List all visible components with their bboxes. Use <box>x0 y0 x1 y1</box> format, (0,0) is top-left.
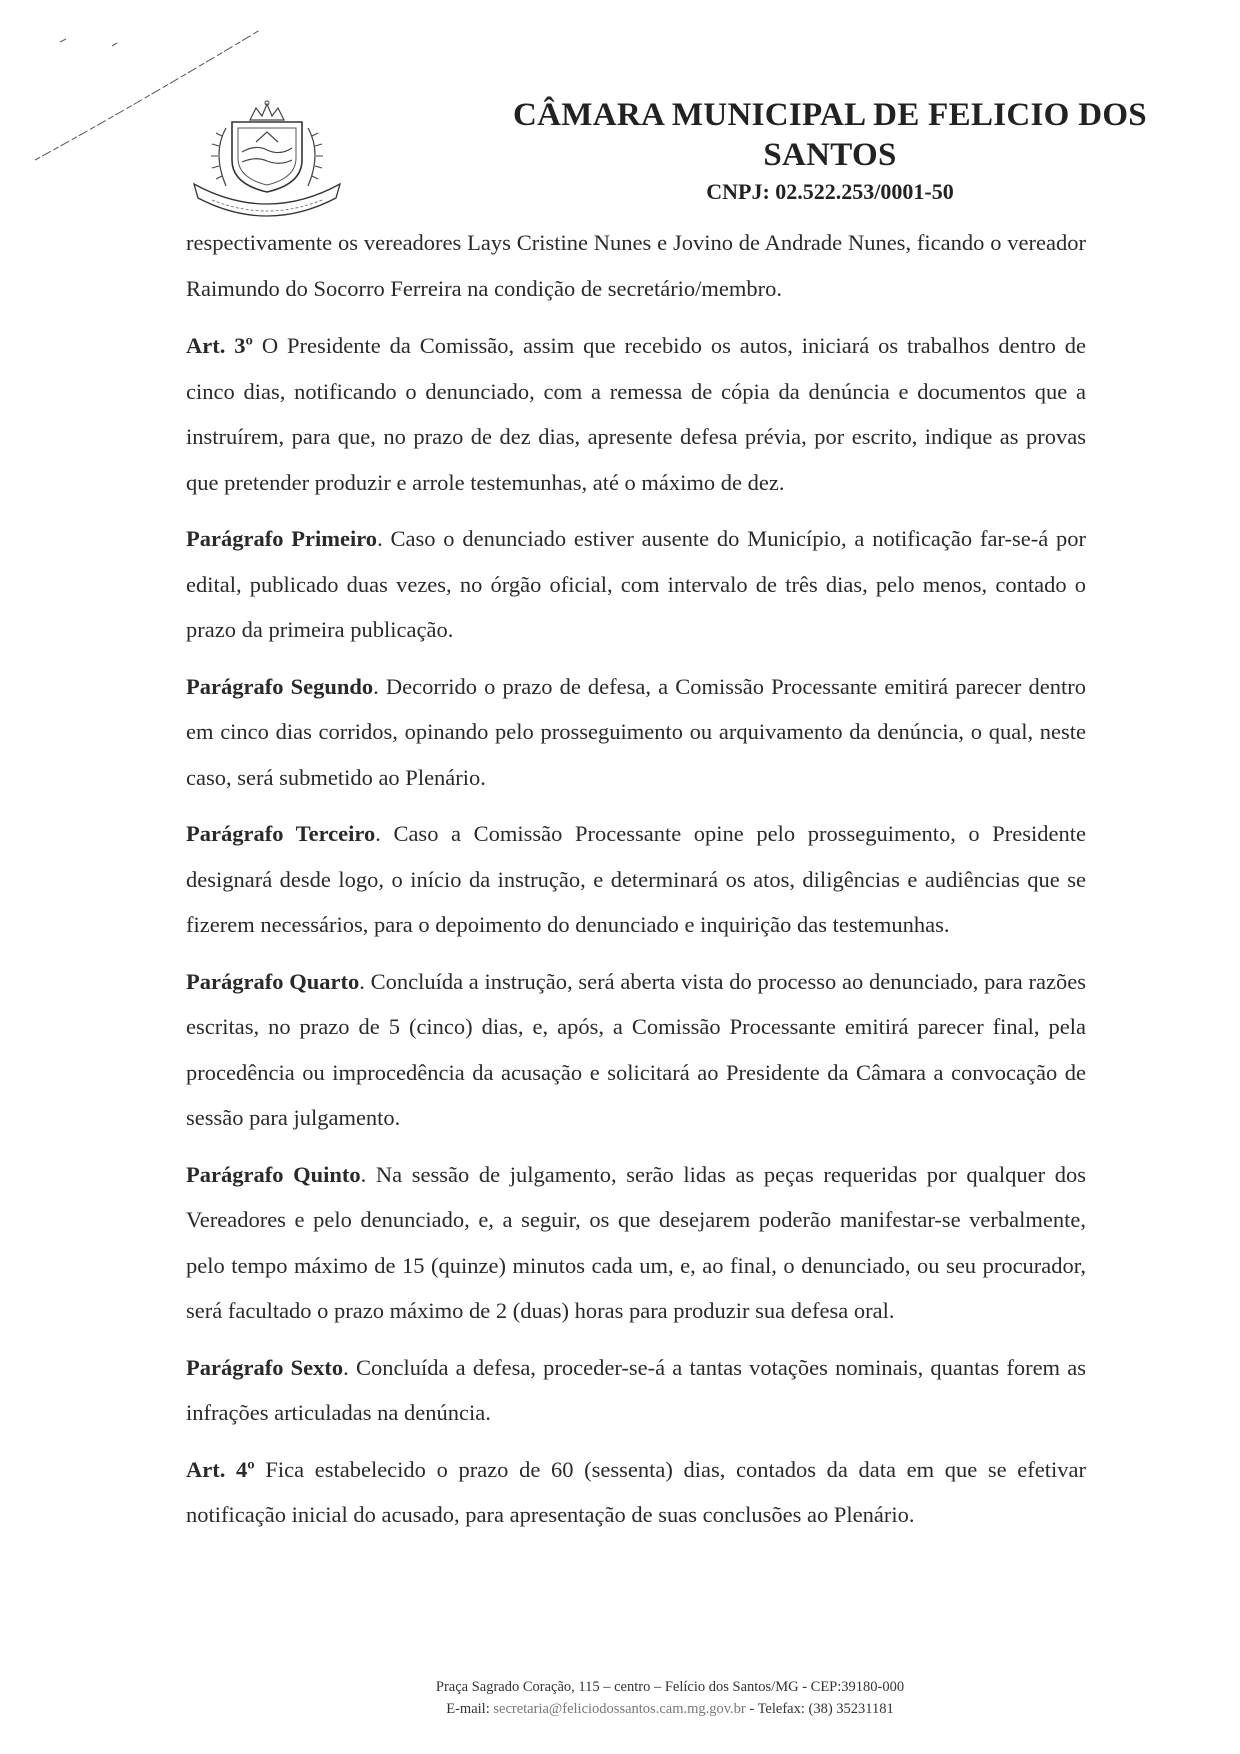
paragraph-sixth-text: . Concluída a defesa, proceder-se-á a tantas votações nominais, quantas forem as infrações articuladas na denúncia. <box>186 1354 1087 1425</box>
paragraph-fifth-text: . Na sessão de julgamento, serão lidas as peças requeridas por qualquer dos Vereadores e pelo denunciado, e, a seguir, os que desejarem poderão manifestar-se verbalmente, pelo tempo máximo de 15 (quinze) minutos cada um, e, ao final, o denunciado, ou seu procurador, será facultado o prazo máximo de 2 (duas) horas para produzir sua defesa oral. <box>186 1161 1086 1323</box>
paragraph-third-text: . Caso a Comissão Processante opine pelo prosseguimento, o Presidente designará desde logo, o início da instrução, e determinará os atos, diligências e audiências que se fizerem necessários, para o depoimento do denunciado e inquirição das testemunhas. <box>186 821 1086 937</box>
paragraph-first-label: Parágrafo Primeiro <box>186 526 378 551</box>
municipal-seal-icon <box>186 98 348 218</box>
paragraph-fifth <box>186 1152 1086 1334</box>
paragraph-sixth <box>186 1345 1086 1436</box>
page-footer <box>300 1676 1040 1720</box>
footer-email[interactable]: secretaria@feliciodossantos.cam.mg.gov.br <box>493 1701 746 1717</box>
article-3-label: Art. 3º <box>186 333 253 358</box>
paragraph-fourth <box>186 959 1086 1141</box>
footer-phone: - Telefax: (38) 35231181 <box>745 1701 894 1717</box>
paragraph-first <box>186 516 1086 653</box>
cnpj-number: CNPJ: 02.522.253/0001-50 <box>706 179 954 204</box>
article-4-label: Art. 4º <box>186 1456 255 1482</box>
institution-name-line1: CÂMARA MUNICIPAL DE FELICIO DOS <box>513 97 1147 133</box>
paragraph-second-label: Parágrafo Segundo <box>186 673 374 699</box>
paragraph-third-label: Parágrafo Terceiro <box>186 821 376 846</box>
institution-name-line2: SANTOS <box>763 137 897 173</box>
paragraph-first-text: . Caso o denunciado estiver ausente do Município, a notificação far-se-á por edital, publicado duas vezes, no órgão oficial, com intervalo de três dias, pelo menos, contado o prazo da primeira publicação. <box>186 526 1086 642</box>
document-body <box>186 220 1086 1549</box>
footer-contact <box>300 1698 1040 1720</box>
article-4 <box>186 1447 1086 1538</box>
paragraph-fourth-text: . Concluída a instrução, será aberta vista do processo ao denunciado, para razões escritas, no prazo de 5 (cinco) dias, e, após, a Comissão Processante emitirá parecer final, pela procedência ou improcedência da acusação e solicitará ao Presidente da Câmara a convocação de sessão para julgamento. <box>186 968 1086 1130</box>
article-3-text: O Presidente da Comissão, assim que recebido os autos, iniciará os trabalhos dentro de cinco dias, notificando o denunciado, com a remessa de cópia da denúncia e documentos que a instruírem, para que, no prazo de dez dias, apresente defesa prévia, por escrito, indique as provas que pretender produzir e arrole testemunhas, até o máximo de dez. <box>186 333 1086 495</box>
letterhead <box>470 95 1190 207</box>
paragraph-fourth-label: Parágrafo Quarto <box>186 968 360 994</box>
paragraph-fifth-label: Parágrafo Quinto <box>186 1161 361 1187</box>
paragraph-third <box>186 811 1086 948</box>
paragraph-second <box>186 664 1086 801</box>
footer-email-label: E-mail: <box>446 1701 494 1717</box>
paragraph-sixth-label: Parágrafo Sexto <box>186 1354 344 1380</box>
footer-address: Praça Sagrado Coração, 115 – centro – Felício dos Santos/MG - CEP:39180-000 <box>435 1679 905 1695</box>
paragraph-second-text: . Decorrido o prazo de defesa, a Comissão Processante emitirá parecer dentro em cinco dias corridos, opinando pelo prosseguimento ou arquivamento da denúncia, o qual, neste caso, será submetido ao Plenário. <box>186 673 1086 790</box>
article-3 <box>186 323 1086 505</box>
continuation-paragraph: respectivamente os vereadores Lays Cristine Nunes e Jovino de Andrade Nunes, ficando o vereador Raimundo do Socorro Ferreira na condição de secretário/membro. <box>186 230 1086 301</box>
article-4-text: Fica estabelecido o prazo de 60 (sessenta) dias, contados da data em que se efetivar notificação inicial do acusado, para apresentação de suas conclusões ao Plenário. <box>186 1456 1087 1527</box>
